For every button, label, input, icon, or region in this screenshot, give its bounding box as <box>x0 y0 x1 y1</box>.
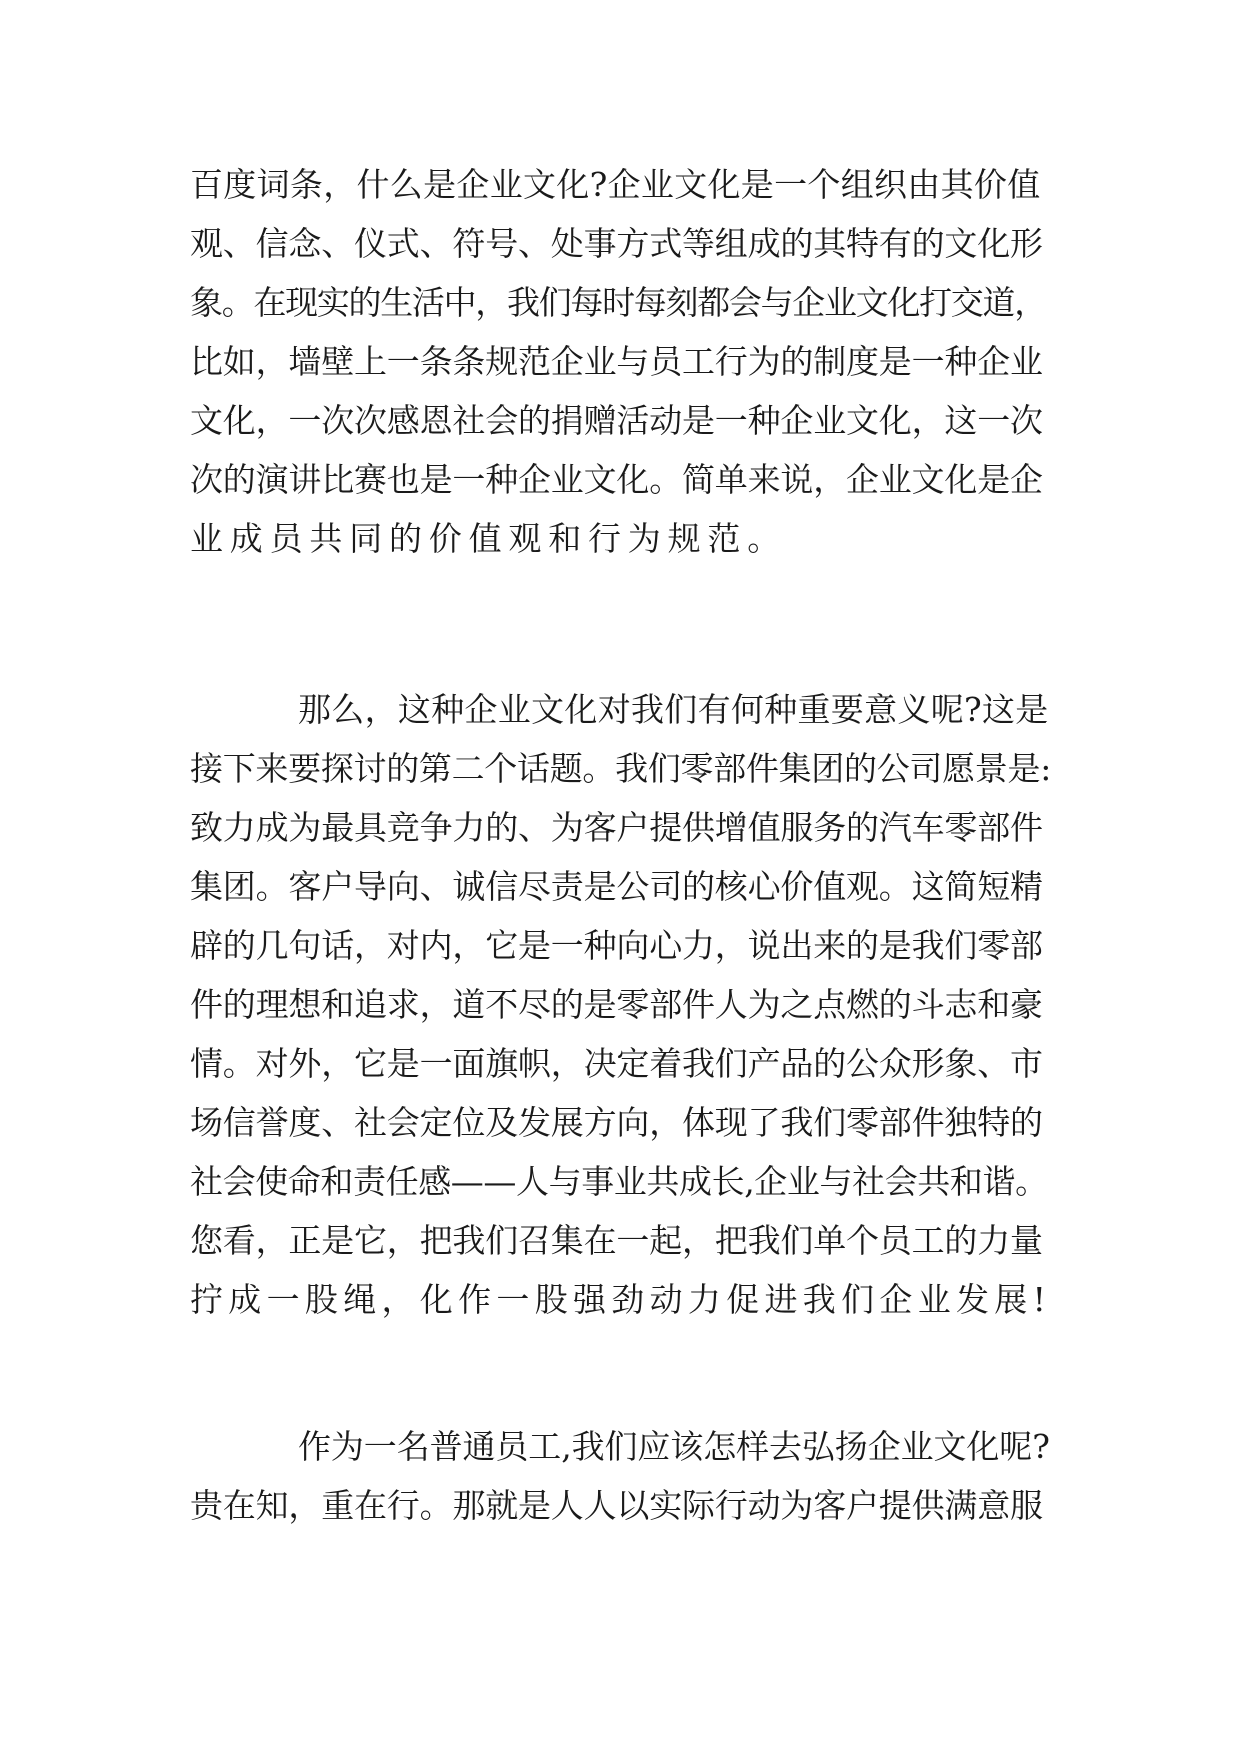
paragraph-employee-role <box>190 1417 1052 1535</box>
text-line: 比如，墙壁上一条条规范企业与员工行为的制度是一种企业 <box>190 342 1043 381</box>
text-line: 那么，这种企业文化对我们有何种重要意义呢?这是 <box>298 690 1049 729</box>
paragraph-culture-significance <box>190 680 1052 1329</box>
text-line: 集团。客户导向、诚信尽责是公司的核心价值观。这简短精 <box>190 867 1043 906</box>
text-line: 情。对外，它是一面旗帜，决定着我们产品的公众形象、市 <box>190 1044 1043 1083</box>
paragraph-enterprise-culture-definition <box>190 155 1052 568</box>
text-line: 辟的几句话，对内，它是一种向心力，说出来的是我们零部 <box>190 926 1043 965</box>
text-line: 作为一名普通员工,我们应该怎样去弘扬企业文化呢? <box>298 1427 1050 1466</box>
text-line: 拧成一股绳，化作一股强劲动力促进我们企业发展! <box>190 1280 1052 1319</box>
text-line: 您看，正是它，把我们召集在一起，把我们单个员工的力量 <box>190 1221 1043 1260</box>
text-line: 接下来要探讨的第二个话题。我们零部件集团的公司愿景是: <box>190 749 1052 788</box>
text-line: 次的演讲比赛也是一种企业文化。简单来说，企业文化是企 <box>190 460 1043 499</box>
text-line: 文化，一次次感恩社会的捐赠活动是一种企业文化，这一次 <box>190 401 1043 440</box>
text-line: 贵在知，重在行。那就是人人以实际行动为客户提供满意服 <box>190 1486 1043 1525</box>
text-line: 观、信念、仪式、符号、处事方式等组成的其特有的文化形 <box>190 224 1043 263</box>
text-line: 象。在现实的生活中，我们每时每刻都会与企业文化打交道， <box>190 283 1046 322</box>
text-line: 业成员共同的价值观和行为规范。 <box>190 519 787 558</box>
text-line: 百度词条，什么是企业文化?企业文化是一个组织由其价值 <box>190 165 1041 204</box>
text-line: 社会使命和责任感——人与事业共成长,企业与社会共和谐。 <box>190 1162 1048 1201</box>
text-line: 场信誉度、社会定位及发展方向，体现了我们零部件独特的 <box>190 1103 1043 1142</box>
text-line: 致力成为最具竞争力的、为客户提供增值服务的汽车零部件 <box>190 808 1043 847</box>
text-line: 件的理想和追求，道不尽的是零部件人为之点燃的斗志和豪 <box>190 985 1043 1024</box>
